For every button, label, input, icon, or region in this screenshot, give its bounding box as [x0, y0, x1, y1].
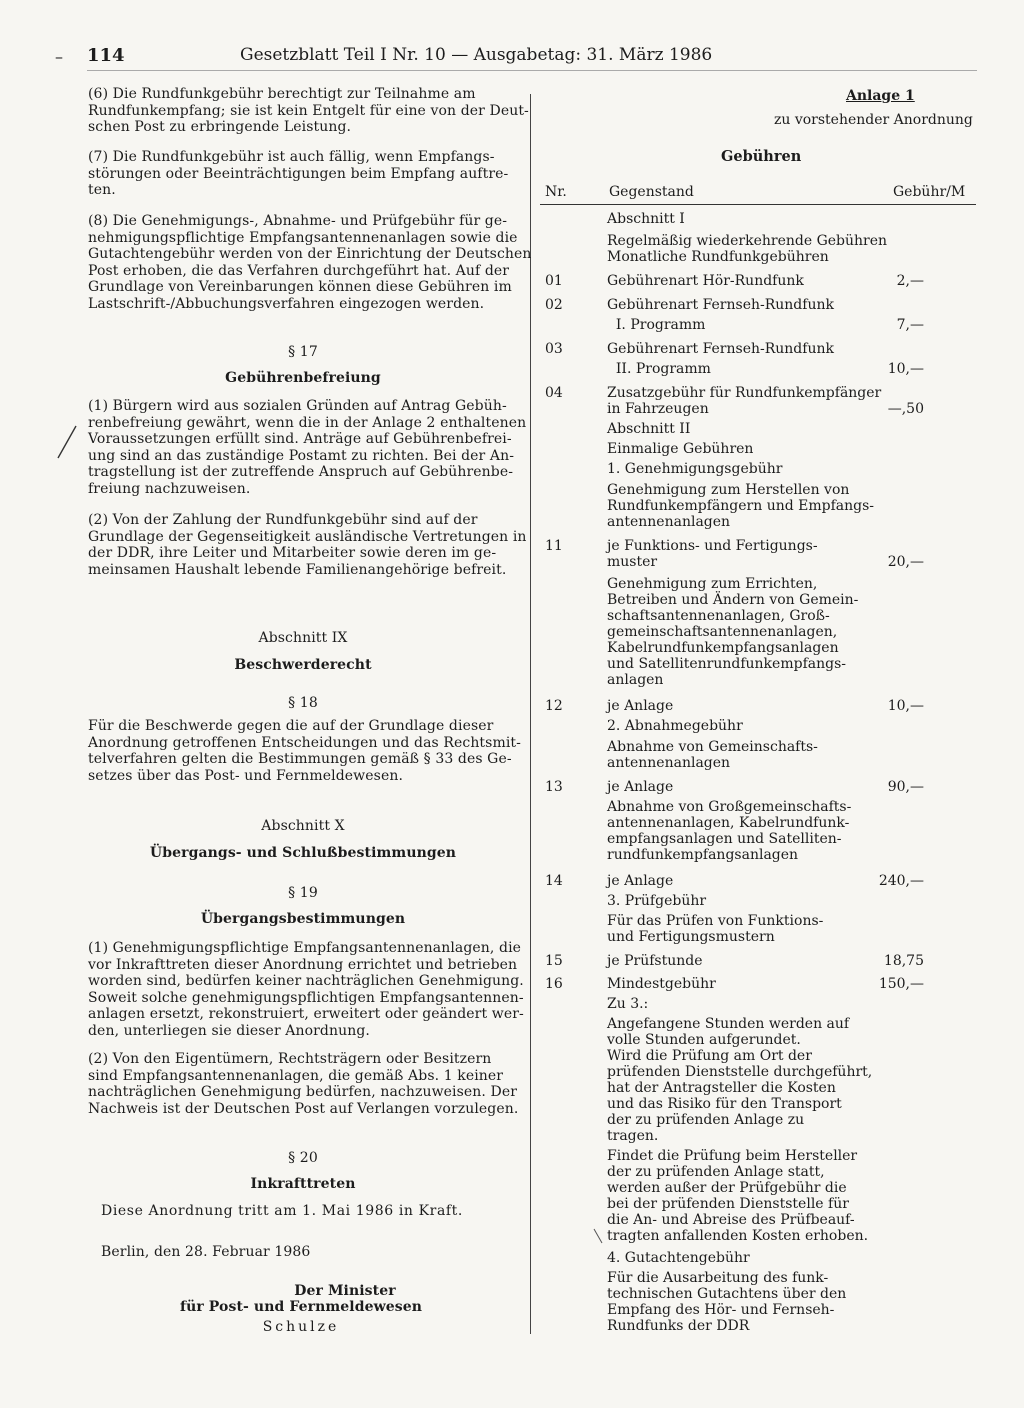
paragraph-line: Grundlage der Gegenseitigkeit ausländische Vertretungen in	[88, 528, 527, 545]
fee-item-text: tragten anfallenden Kosten erhoben.	[607, 1228, 869, 1244]
header-rule	[87, 70, 977, 71]
paragraph-line: den, unterliegen sie dieser Anordnung.	[88, 1022, 370, 1039]
paragraph-line: (1) Bürgern wird aus sozialen Gründen auf Antrag Gebüh-	[88, 398, 507, 414]
fee-amount: 10,—	[887, 698, 924, 714]
section-19-number: § 19	[288, 885, 318, 901]
fee-item-text: die An- und Abreise des Prüfbeauf-	[607, 1212, 855, 1228]
fee-item-text: Gebührenart Fernseh-Rundfunk	[607, 341, 834, 357]
paragraph-line: freiung nachzuweisen.	[88, 480, 251, 497]
fee-item-text: Genehmigung zum Errichten,	[607, 576, 818, 592]
fee-item-text: je Anlage	[607, 873, 674, 889]
section-20-paragraph: Diese Anordnung tritt am 1. Mai 1986 in Kraft.	[101, 1203, 463, 1219]
fee-item-text: je Anlage	[607, 698, 674, 714]
section-17-number: § 17	[288, 344, 318, 360]
paragraph-line: (7) Die Rundfunkgebühr ist auch fällig, wenn Empfangs-	[88, 149, 495, 165]
paragraph-line: Post erhoben, die das Verfahren durchgeführt hat. Auf der	[88, 262, 510, 279]
fee-item-text: 2. Abnahmegebühr	[607, 718, 743, 734]
fee-number: 12	[545, 698, 563, 714]
fee-item-text: Rundfunkempfängern und Empfangs-	[607, 498, 875, 514]
paragraph-line: Nachweis ist der Deutschen Post auf Verlangen vorzulegen.	[88, 1100, 519, 1117]
abschnitt-10-title: Übergangs- und Schlußbestimmungen	[149, 845, 457, 861]
fee-item-text: Genehmigung zum Herstellen von	[607, 482, 850, 498]
paragraph-line: schen Post zu erbringende Leistung.	[88, 119, 352, 135]
paragraph-line: nehmigungspflichtige Empfangsantennenanlagen sowie die	[88, 229, 518, 246]
fee-item-text: der zu prüfenden Anlage zu	[607, 1112, 805, 1128]
fee-amount: 2,—	[896, 273, 924, 289]
fee-item-text: 4. Gutachtengebühr	[607, 1250, 750, 1266]
fee-item-text: anlagen	[607, 672, 664, 688]
paragraph-line: (2) Von den Eigentümern, Rechtsträgern oder Besitzern	[88, 1051, 492, 1067]
paragraph-6	[88, 86, 529, 136]
fee-item-text: Für die Ausarbeitung des funk-	[607, 1270, 829, 1286]
fee-amount: 7,—	[896, 317, 924, 333]
anlage-heading: Anlage 1	[846, 88, 915, 104]
paragraph-line: telverfahren gelten die Bestimmungen gemäß § 33 des Ge-	[88, 751, 512, 767]
fee-amount: 10,—	[887, 361, 924, 377]
paragraph-line: sind Empfangsantennenanlagen, die gemäß Abs. 1 keiner	[88, 1067, 504, 1084]
fee-item-text: 3. Prüfgebühr	[607, 893, 707, 909]
fee-item-text: 1. Genehmigungsgebühr	[607, 461, 783, 477]
fee-item-text: der zu prüfenden Anlage statt,	[607, 1164, 825, 1180]
section-19-paragraph-2	[88, 1051, 518, 1117]
fee-item-text: I. Programm	[607, 317, 706, 333]
fee-item-text: werden außer der Prüfgebühr die	[607, 1180, 847, 1196]
section-19-paragraph-1	[88, 940, 524, 1039]
section-17-title: Gebührenbefreiung	[225, 370, 381, 386]
fee-item-text: Empfang des Hör- und Fernseh-	[607, 1302, 835, 1318]
paragraph-line: setzes über das Post- und Fernmeldewesen.	[88, 767, 403, 784]
section-20-number: § 20	[288, 1150, 318, 1166]
fee-item-text: tragen.	[607, 1128, 659, 1144]
pen-stroke-mark	[56, 424, 78, 460]
fee-item-text: gemeinschaftsantennenanlagen,	[607, 624, 838, 640]
fee-item-text: Findet die Prüfung beim Hersteller	[607, 1148, 858, 1164]
fee-item-text: II. Programm	[607, 361, 711, 377]
paragraph-line: Grundlage von Vereinbarungen können diese Gebühren im	[88, 279, 512, 295]
fee-amount: 20,—	[887, 554, 924, 570]
signatory-title: Der Minister	[294, 1283, 396, 1299]
paragraph-line: Gutachtengebühr werden von der Einrichtung der Deutschen	[88, 246, 532, 262]
fee-number: 04	[545, 385, 563, 401]
fee-item-text: Für das Prüfen von Funktions-	[607, 913, 824, 929]
fee-amount: —,50	[887, 401, 924, 417]
paragraph-line: Voraussetzungen erfüllt sind. Anträge auf Gebührenbefrei-	[88, 431, 512, 447]
margin-dash-mark: –	[55, 47, 63, 66]
column-header-gegenstand: Gegenstand	[609, 184, 694, 200]
signatory-ministry: für Post- und Fernmeldewesen	[179, 1299, 423, 1315]
column-divider	[530, 94, 531, 1334]
fee-amount: 240,—	[878, 873, 924, 889]
fee-item-text: Zu 3.:	[607, 996, 649, 1012]
fee-amount: 150,—	[878, 976, 924, 992]
anlage-subheading: zu vorstehender Anordnung	[774, 112, 973, 128]
fee-item-text: muster	[607, 554, 658, 570]
fee-number: 16	[545, 976, 563, 992]
abschnitt-10-heading: Abschnitt X	[261, 818, 345, 834]
paragraph-line: Für die Beschwerde gegen die auf der Grundlage dieser	[88, 718, 494, 734]
paragraph-line: renbefreiung gewährt, wenn die in der Anlage 2 enthaltenen	[88, 414, 527, 431]
table-header-rule	[540, 204, 976, 205]
fee-item-text: Abschnitt I	[607, 211, 685, 227]
fee-item-text: in Fahrzeugen	[607, 401, 709, 417]
fee-number: 13	[545, 779, 563, 795]
fee-item-text: Zusatzgebühr für Rundfunkempfänger	[607, 385, 882, 401]
paragraph-7	[88, 149, 518, 199]
paragraph-line: tragstellung ist der zutreffende Anspruch auf Gebührenbe-	[88, 464, 514, 480]
page-number: 114	[87, 45, 125, 66]
paragraph-8	[88, 213, 532, 312]
fee-item-text: Mindestgebühr	[607, 976, 716, 992]
fee-item-text: Rundfunks der DDR	[607, 1318, 750, 1334]
fees-title: Gebühren	[721, 148, 802, 165]
paragraph-line: ung sind an das zuständige Postamt zu richten. Bei der An-	[88, 447, 515, 464]
fee-item-text: Betreiben und Ändern von Gemein-	[607, 592, 859, 608]
fee-number: 03	[545, 341, 563, 357]
paragraph-line: (1) Genehmigungspflichtige Empfangsantennenanlagen, die	[88, 940, 522, 956]
paragraph-line: nachträglichen Genehmigung bedürfen, nachzuweisen. Der	[88, 1084, 518, 1100]
fee-number: 14	[545, 873, 563, 889]
fee-item-text: technischen Gutachtens über den	[607, 1286, 847, 1302]
signatory-name: Schulze	[262, 1319, 340, 1335]
fee-item-text: Gebührenart Hör-Rundfunk	[607, 273, 804, 289]
column-header-nr: Nr.	[545, 184, 567, 200]
paragraph-line: (2) Von der Zahlung der Rundfunkgebühr sind auf der	[88, 512, 478, 528]
column-header-gebuehr: Gebühr/M	[893, 184, 966, 200]
paragraph-line: vor Inkrafttreten dieser Anordnung errichtet und betrieben	[88, 956, 518, 973]
fee-item-text: Monatliche Rundfunkgebühren	[607, 249, 829, 265]
paragraph-line: Anordnung getroffenen Entscheidungen und das Rechtsmit-	[88, 734, 521, 751]
paragraph-line: (8) Die Genehmigungs-, Abnahme- und Prüfgebühr für ge-	[88, 213, 508, 229]
paragraph-line: störungen oder Beeinträchtigungen beim Empfang auftre-	[88, 165, 509, 182]
fee-item-text: hat der Antragsteller die Kosten	[607, 1080, 836, 1096]
fee-item-text: je Anlage	[607, 779, 674, 795]
fee-item-text: Angefangene Stunden werden auf	[607, 1016, 850, 1032]
section-18-paragraph	[88, 718, 521, 784]
fee-number: 11	[545, 538, 563, 554]
fee-item-text: und Satellitenrundfunkempfangs-	[607, 656, 846, 672]
paragraph-line: meinsamen Haushalt lebende Familienangehörige befreit.	[88, 561, 507, 578]
fee-item-text: und Fertigungsmustern	[607, 929, 775, 945]
fee-amount: 90,—	[887, 779, 924, 795]
section-17-paragraph-2	[88, 512, 527, 578]
fee-amount: 18,75	[883, 953, 924, 969]
fee-item-text: schaftsantennenanlagen, Groß-	[607, 608, 830, 624]
paragraph-line: anlagen ersetzt, rekonstruiert, erweitert oder geändert wer-	[88, 1006, 524, 1022]
paragraph-line: Soweit solche genehmigungspflichtigen Empfangsantennen-	[88, 989, 524, 1006]
fee-item-text: empfangsanlagen und Satelliten-	[607, 831, 842, 847]
abschnitt-9-title: Beschwerderecht	[234, 657, 372, 673]
fee-number: 01	[545, 273, 563, 289]
fee-item-text: prüfenden Dienststelle durchgeführt,	[607, 1064, 873, 1080]
paragraph-line: worden sind, bedürfen keiner nachträglichen Genehmigung.	[88, 973, 524, 989]
paragraph-line: (6) Die Rundfunkgebühr berechtigt zur Teilnahme am	[88, 86, 476, 102]
place-and-date: Berlin, den 28. Februar 1986	[101, 1244, 311, 1260]
section-19-title: Übergangsbestimmungen	[200, 911, 406, 927]
paragraph-line: der DDR, ihre Leiter und Mitarbeiter sowie deren im ge-	[88, 545, 497, 561]
section-18-number: § 18	[288, 695, 318, 711]
pen-stroke-mark-right	[592, 1227, 604, 1245]
fee-item-text: Kabelrundfunkempfangsanlagen	[607, 640, 839, 656]
fee-number: 02	[545, 297, 563, 313]
fee-item-text: Wird die Prüfung am Ort der	[607, 1048, 812, 1064]
fee-item-text: Abschnitt II	[607, 421, 691, 437]
gazette-header: Gesetzblatt Teil I Nr. 10 — Ausgabetag: 31. März 1986	[240, 45, 713, 65]
fee-item-text: antennenanlagen	[607, 514, 731, 530]
fee-number: 15	[545, 953, 563, 969]
fee-item-text: rundfunkempfangsanlagen	[607, 847, 799, 863]
fee-item-text: und das Risiko für den Transport	[607, 1096, 842, 1112]
section-17-paragraph-1	[88, 398, 527, 497]
abschnitt-9-heading: Abschnitt IX	[258, 630, 348, 646]
paragraph-line: Rundfunkempfang; sie ist kein Entgelt für eine von der Deut-	[88, 102, 529, 119]
fee-item-text: Regelmäßig wiederkehrende Gebühren	[607, 233, 888, 249]
fee-item-text: bei der prüfenden Dienststelle für	[607, 1196, 849, 1212]
fee-item-text: je Funktions- und Fertigungs-	[607, 538, 818, 554]
paragraph-line: Lastschrift-/Abbuchungsverfahren eingezogen werden.	[88, 295, 485, 312]
paragraph-line: ten.	[88, 182, 116, 198]
fee-item-text: antennenanlagen	[607, 755, 731, 771]
fee-item-text: Abnahme von Großgemeinschafts-	[607, 799, 852, 815]
fee-item-text: antennenanlagen, Kabelrundfunk-	[607, 815, 850, 831]
fee-item-text: volle Stunden aufgerundet.	[607, 1032, 801, 1048]
fee-item-text: Gebührenart Fernseh-Rundfunk	[607, 297, 834, 313]
fee-item-text: Einmalige Gebühren	[607, 441, 754, 457]
section-20-title: Inkrafttreten	[250, 1176, 356, 1192]
fee-item-text: Abnahme von Gemeinschafts-	[607, 739, 818, 755]
fee-item-text: je Prüfstunde	[607, 953, 703, 969]
